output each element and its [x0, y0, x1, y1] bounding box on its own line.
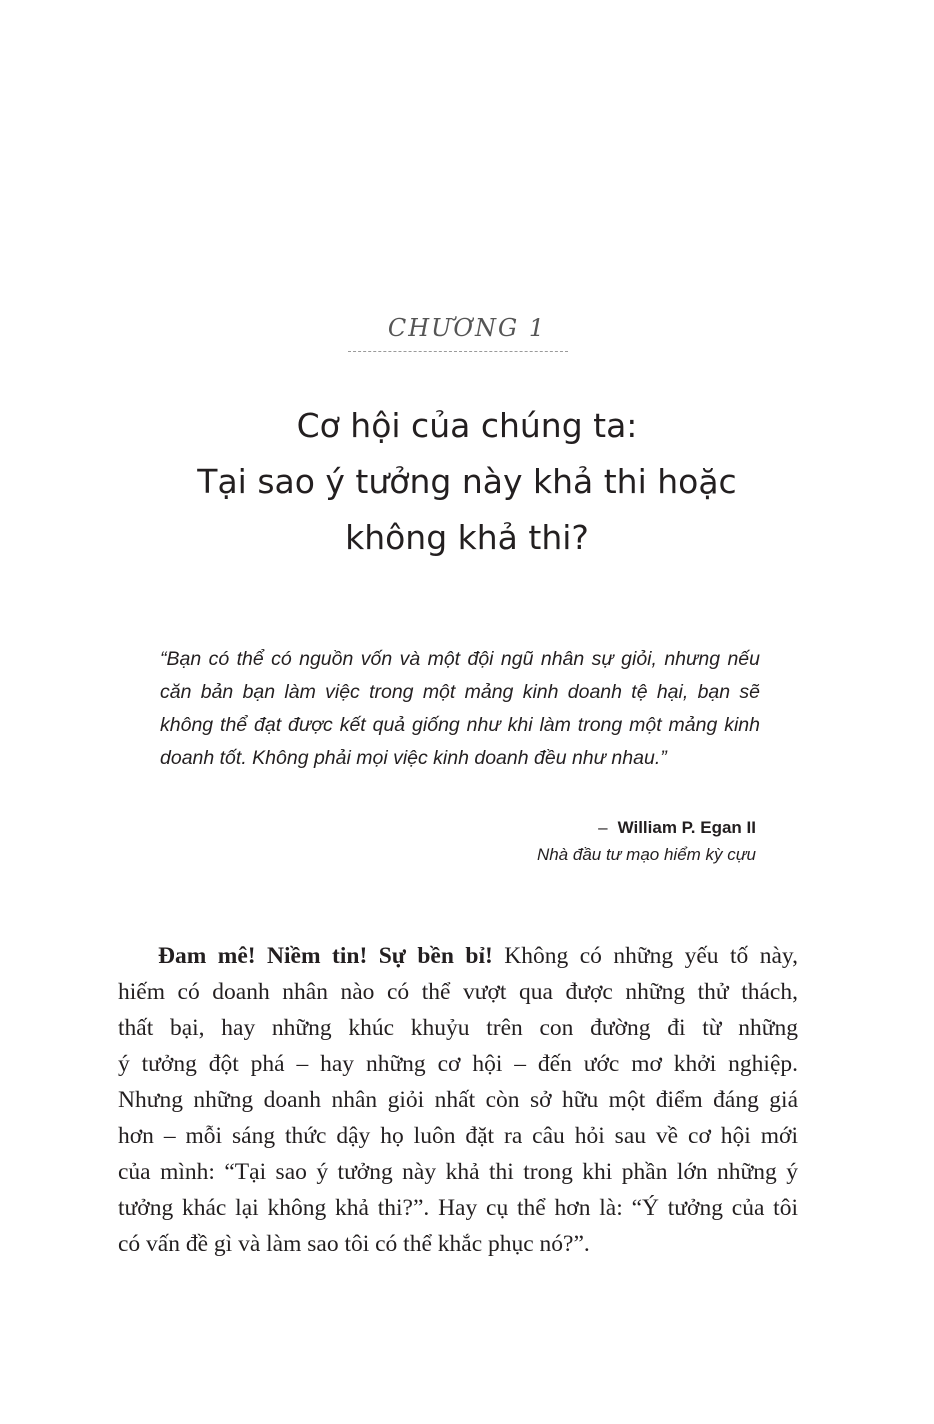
chapter-title: [0, 398, 934, 566]
body-line: có vấn đề gì và làm sao tôi có thể khắc phục nó?”.: [118, 1231, 590, 1257]
body-line: hiếm có doanh nhân nào có thể vượt qua được những thử thách,: [118, 979, 798, 1005]
body-line: ý tưởng đột phá – hay những cơ hội – đến ước mơ khởi nghiệp.: [118, 1051, 798, 1077]
epigraph-author: William P. Egan II: [617, 818, 756, 837]
body-line: tưởng khác lại không khả thi?”. Hay cụ thể hơn là: “Ý tưởng của tôi: [118, 1195, 798, 1221]
chapter-title-line: Tại sao ý tưởng này khả thi hoặc: [197, 462, 737, 501]
body-line-text: Không có những yếu tố này,: [492, 943, 798, 969]
epigraph-attribution: [537, 814, 756, 868]
chapter-title-line: Cơ hội của chúng ta:: [296, 406, 638, 445]
body-lead-bold: Đam mê! Niềm tin! Sự bền bỉ!: [158, 943, 493, 969]
chapter-divider: [348, 351, 568, 352]
body-line: thất bại, hay những khúc khuỷu trên con đường đi từ những: [118, 1015, 798, 1041]
body-paragraph: [118, 938, 798, 1262]
body-line: Nhưng những doanh nhân giỏi nhất còn sở hữu một điểm đáng giá: [118, 1087, 798, 1113]
epigraph-author-role: Nhà đầu tư mạo hiểm kỳ cựu: [536, 845, 756, 864]
attribution-dash: –: [598, 818, 608, 837]
chapter-title-line: không khả thi?: [345, 518, 589, 557]
body-line: của mình: “Tại sao ý tưởng này khả thi trong khi phần lớn những ý: [118, 1159, 798, 1185]
chapter-label: CHƯƠNG 1: [387, 314, 547, 342]
body-line: [118, 938, 798, 974]
body-line: hơn – mỗi sáng thức dậy họ luôn đặt ra câu hỏi sau về cơ hội mới: [118, 1123, 798, 1149]
epigraph-quote: “Bạn có thể có nguồn vốn và một đội ngũ nhân sự giỏi, nhưng nếu căn bản bạn làm việc trong một mảng kinh doanh tệ hại, bạn sẽ không thể đạt được kết quả giống như khi làm trong một mảng kinh doanh tốt. Không phải mọi việc kinh doanh đều như nhau.”: [160, 648, 760, 769]
